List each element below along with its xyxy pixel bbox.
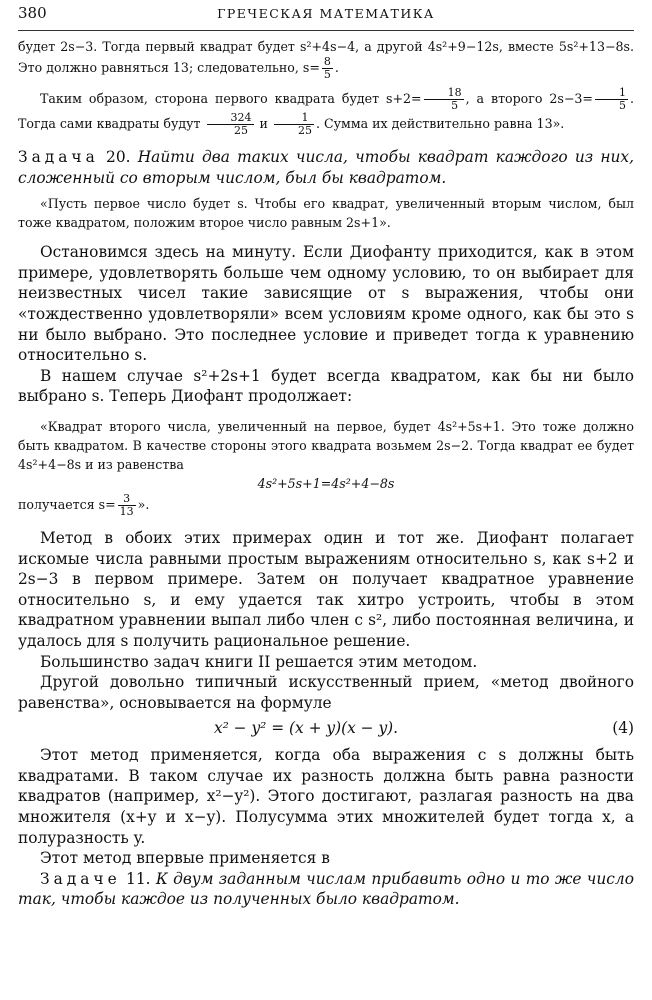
fraction-numerator: 324 [207,112,254,125]
fraction [274,112,314,137]
paragraph-book-two: Большинство задач книги II решается этим методом. [40,652,478,671]
problem-11 [18,869,634,910]
paragraph-double-equality: Другой довольно типичный искусственный прием, «метод двойного равенства», основывается на формуле [18,673,634,712]
paragraph-case: В нашем случае s²+2s+1 будет всегда квадратом, как бы ни было выбрано s. Теперь Диофант продолжает: [18,366,634,406]
text-segment: получается s= [18,496,116,512]
paragraph-first-use: Этот метод впервые применяется в [40,849,330,868]
quote-2: «Квадрат второго числа, увеличенный на первое, будет 4s²+5s+1. Это тоже должно быть квадратом. В качестве стороны этого квадрата возьмем 2s−2. Тогда квадрат ее будет 4s²+4−8s и из равенства [18,418,634,472]
fraction-denominator: 25 [234,124,249,137]
fraction-denominator: 5 [451,99,459,112]
running-title: ГРЕЧЕСКАЯ МАТЕМАТИКА [217,6,435,21]
text-segment: будет 2s−3. Тогда первый квадрат будет s²+4s−4, а другой 4s²+9−12s, вместе 5s²+13−8s. Это должно равняться 13; следовательно, s= [18,39,634,75]
text-segment: Таким образом, сторона первого квадрата будет s+2= [40,91,422,106]
text-segment: . [334,60,339,75]
fraction-numerator: 3 [118,493,136,506]
equation-inline: 4s²+5s+1=4s²+4−8s [257,475,395,491]
problem-number: 20. [106,148,131,166]
paragraph-same-method: Метод в обоих этих примерах один и тот же. Диофант полагает искомые числа равными простым выражениям относительно s, как s+2 и 2s−3 в первом примере. Затем он получает квадратное уравнение относительно s, и ему удается так хитро устроить, чтобы в этом квадратном уравнении выпал либо член с s², либо постоянная величина, и удалось для s получить рациональное решение. [18,528,634,650]
problem-label: Задача [18,148,99,166]
formula-number: (4) [612,719,634,738]
fraction [118,493,136,518]
paragraph-applied: Этот метод применяется, когда оба выражения с s должны быть квадратами. В таком случае их разность должна быть равна разности квадратов (например, x²−y²). Этого достигают, разлагая разность на два множителя (x+y и x−y). Полусумма этих множителей будет тогда x, а полуразность y. [18,746,634,847]
page-header [18,0,634,31]
problem-number: 11. [126,869,151,888]
text-segment: ». [137,496,150,512]
result-line [18,493,634,518]
paragraph-method: Остановимся здесь на минуту. Если Диофанту приходится, как в этом примере, удовлетворять больше чем одному условию, то он выбирает для неизвестных чисел такие зависящие от s выражения, чтобы они «тождественно удовлетворяли» всем условиям кроме одного, как бы это s ни было выбрано. Это последнее условие и приведет тогда к уравнению относительно s. [18,243,634,365]
problem-text: Найти два таких числа, чтобы квадрат каждого из них, сложенный со вторым числом, был бы квадратом. [18,148,634,187]
problem-text: К двум заданным числам прибавить одно и то же число так, чтобы каждое из полученных было квадратом. [18,869,634,909]
paragraph-continuation [18,37,634,81]
fraction [595,87,628,112]
fraction-denominator: 5 [323,68,331,81]
paragraph-sides [18,87,634,137]
fraction-denominator: 25 [297,124,312,137]
text-segment: и [259,116,268,131]
fraction-numerator: 18 [424,87,464,100]
formula-4 [18,719,634,737]
fraction-numerator: 1 [274,112,314,125]
formula-expression: x² − y² = (x + y)(x − y). [213,719,399,738]
text-segment: . Сумма их действительно равна 13». [315,116,565,131]
problem-label: Задаче [40,869,121,888]
fraction-denominator: 5 [619,99,626,112]
fraction [322,56,333,81]
fraction [207,112,254,137]
quote-1: «Пусть первое число будет s. Чтобы его квадрат, увеличенный вторым числом, был тоже квадратом, положим второе число равным 2s+1». [18,196,634,231]
text-segment: , а второго 2s−3= [465,91,593,106]
fraction-numerator: 8 [323,55,331,68]
problem-20 [18,147,634,188]
fraction [424,87,464,112]
text-segment: . Тогда сами квадраты будут [18,91,635,131]
fraction-numerator: 1 [595,87,628,100]
fraction-denominator: 13 [119,504,134,518]
page-number: 380 [18,4,47,22]
